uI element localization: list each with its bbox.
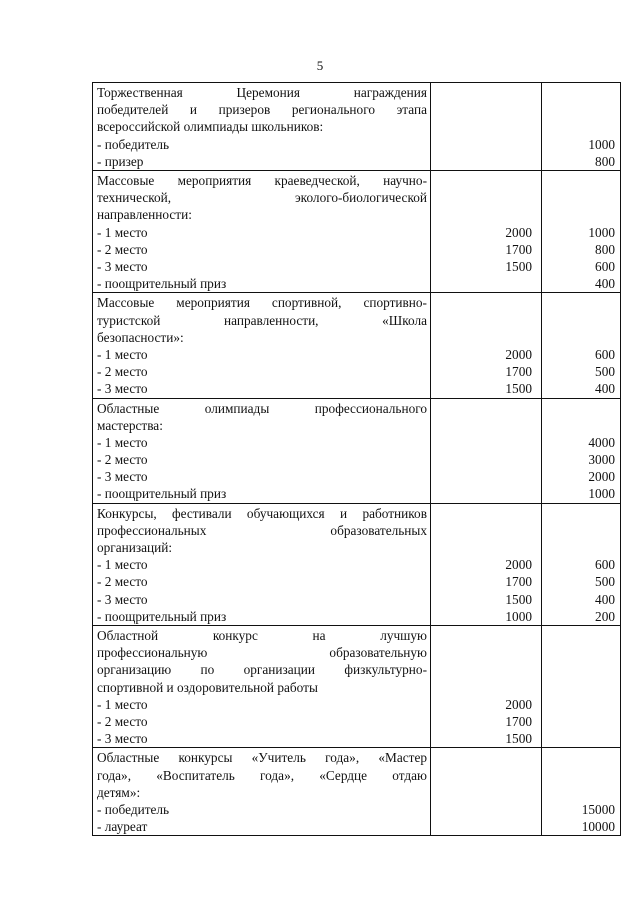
amount-value-2: 600 [595, 346, 615, 362]
category-title-line: Областные конкурсы «Учитель года», «Мастер [97, 750, 427, 766]
table-row [93, 83, 621, 171]
amount-value-1 [431, 818, 541, 835]
category-title-line: организаций: [97, 540, 173, 556]
category-title-line: года», «Воспитатель года», «Сердце отдаю [97, 767, 427, 783]
amount-value-1 [431, 153, 541, 170]
place-label: - 2 место [97, 364, 148, 380]
place-label: - победитель [97, 802, 170, 818]
amount-value-1: 1700 [505, 574, 532, 590]
amount-value-2: 15000 [581, 802, 615, 817]
place-label: - 3 место [97, 469, 148, 485]
title-spacer [431, 293, 541, 346]
category-title-line: детям»: [97, 784, 141, 800]
description-cell [93, 748, 431, 836]
amount-column-2-cell [542, 626, 621, 748]
category-title-line: Торжественная Церемония награждения [97, 85, 427, 100]
place-label: - 3 место [97, 731, 148, 747]
category-title-line: направленности: [97, 207, 192, 223]
amount-value-2: 3000 [588, 452, 615, 468]
title-spacer [431, 748, 541, 801]
amount-column-1-cell [431, 170, 542, 292]
amount-column-1-cell [431, 83, 542, 171]
place-label: - 2 место [97, 452, 148, 468]
category-title-line: спортивной и оздоровительной работы [97, 679, 318, 695]
title-spacer [542, 83, 620, 136]
title-spacer [542, 504, 620, 557]
amount-column-1-cell [431, 398, 542, 503]
category-title-line: всероссийской олимпиады школьников: [97, 119, 324, 135]
awards-table [92, 82, 621, 836]
place-label: - лауреат [97, 819, 148, 835]
amount-value-2 [542, 713, 620, 730]
category-title-line: Массовые мероприятия краеведческой, научно- [97, 172, 427, 188]
table-row [93, 626, 621, 748]
title-spacer [542, 748, 620, 801]
amount-column-1-cell [431, 503, 542, 625]
amount-value-2: 200 [595, 608, 615, 624]
amount-value-1: 2000 [505, 557, 532, 573]
title-spacer [431, 171, 541, 224]
description-cell [93, 83, 431, 171]
place-label: - 1 место [97, 434, 148, 450]
title-spacer [542, 293, 620, 346]
amount-column-1-cell [431, 293, 542, 398]
amount-value-1: 1500 [505, 258, 532, 274]
amount-value-2: 1000 [588, 224, 615, 240]
table-body [93, 83, 621, 836]
amount-value-2: 400 [595, 591, 615, 607]
amount-value-1: 1700 [505, 364, 532, 380]
place-label: - 1 место [97, 557, 148, 573]
title-spacer [431, 399, 541, 434]
title-spacer [431, 83, 541, 136]
table-row [93, 170, 621, 292]
category-title-line: туристской направленности, «Школа [97, 312, 427, 328]
amount-value-2 [542, 696, 620, 713]
description-cell [93, 398, 431, 503]
place-label: - 2 место [97, 714, 148, 730]
place-label: - поощрительный приз [97, 276, 227, 292]
amount-value-1 [431, 801, 541, 818]
amount-column-1-cell [431, 748, 542, 836]
category-title-line: мастерства: [97, 417, 163, 433]
category-title-line: Областной конкурс на лучшую [97, 628, 427, 644]
place-label: - 2 место [97, 574, 148, 590]
title-spacer [542, 399, 620, 434]
amount-value-1 [431, 275, 541, 292]
table-row [93, 503, 621, 625]
amount-value-2: 2000 [588, 469, 615, 485]
amount-value-2: 10000 [581, 819, 615, 835]
amount-column-2-cell [542, 170, 621, 292]
category-title-line: Конкурсы, фестивали обучающихся и работников [97, 505, 427, 521]
page-number: 5 [316, 58, 324, 73]
amount-value-1 [431, 451, 541, 468]
category-title-line: технической, эколого-биологической [97, 190, 427, 206]
amount-value-2: 1000 [588, 486, 615, 502]
place-label: - призер [97, 153, 144, 169]
amount-value-1 [431, 434, 541, 451]
description-cell [93, 503, 431, 625]
title-spacer [542, 171, 620, 224]
table-row [93, 293, 621, 398]
amount-column-1-cell [431, 626, 542, 748]
amount-value-2: 400 [595, 276, 615, 292]
amount-value-1: 1500 [505, 591, 532, 607]
amount-value-2: 4000 [588, 434, 615, 450]
amount-value-1: 2000 [505, 346, 532, 362]
place-label: - 3 место [97, 591, 148, 607]
amount-value-2: 500 [595, 574, 615, 590]
amount-value-2: 400 [595, 381, 615, 397]
place-label: - 2 место [97, 241, 148, 257]
place-label: - 3 место [97, 381, 148, 397]
place-label: - 1 место [97, 696, 148, 712]
title-spacer [542, 626, 620, 696]
title-spacer [431, 504, 541, 557]
description-cell [93, 626, 431, 748]
amount-value-2: 1000 [588, 136, 615, 152]
amount-value-2: 800 [595, 241, 615, 257]
amount-column-2-cell [542, 748, 621, 836]
amount-value-1: 1500 [505, 381, 532, 397]
amount-value-2: 500 [595, 364, 615, 380]
place-label: - 3 место [97, 258, 148, 274]
amount-value-1: 1700 [505, 241, 532, 257]
place-label: - 1 место [97, 346, 148, 362]
amount-value-1: 1500 [505, 731, 532, 747]
place-label: - поощрительный приз [97, 486, 227, 502]
amount-column-2-cell [542, 293, 621, 398]
amount-value-1: 1000 [505, 608, 532, 624]
place-label: - поощрительный приз [97, 608, 227, 624]
amount-column-2-cell [542, 398, 621, 503]
amount-value-2: 800 [595, 153, 615, 169]
category-title-line: безопасности»: [97, 329, 184, 345]
category-title-line: профессиональную образовательную [97, 645, 427, 661]
amount-value-1 [431, 485, 541, 502]
title-spacer [431, 626, 541, 696]
table-row [93, 748, 621, 836]
category-title-line: организацию по организации физкультурно- [97, 662, 427, 678]
amount-value-1: 2000 [505, 696, 532, 712]
table-row [93, 398, 621, 503]
amount-value-1 [431, 136, 541, 153]
place-label: - 1 место [97, 224, 148, 240]
place-label: - победитель [97, 136, 170, 152]
category-title-line: победителей и призеров регионального этапа [97, 102, 427, 118]
amount-value-1: 2000 [505, 224, 532, 240]
amount-value-2: 600 [595, 258, 615, 274]
amount-column-2-cell [542, 83, 621, 171]
amount-value-2 [542, 730, 620, 747]
category-title-line: Областные олимпиады профессионального [97, 400, 427, 416]
amount-value-1 [431, 468, 541, 485]
description-cell [93, 293, 431, 398]
description-cell [93, 170, 431, 292]
amount-value-2: 600 [595, 557, 615, 573]
amount-column-2-cell [542, 503, 621, 625]
category-title-line: профессиональных образовательных [97, 522, 427, 538]
amount-value-1: 1700 [505, 714, 532, 730]
category-title-line: Массовые мероприятия спортивной, спортивно- [97, 295, 427, 311]
